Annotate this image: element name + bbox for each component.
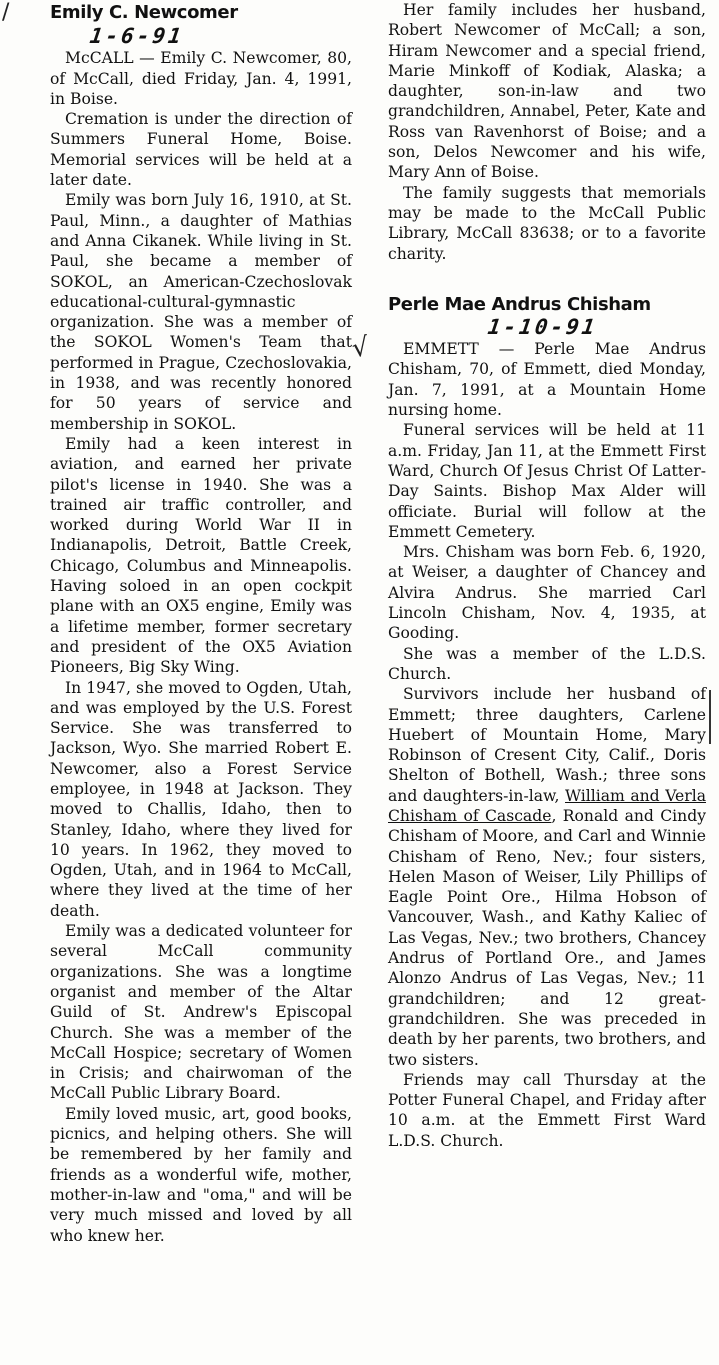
obituary-headline: Emily C. Newcomer	[50, 2, 238, 23]
obituary-paragraph: EMMETT — Perle Mae Andrus Chisham, 70, of Emmett, died Monday, Jan. 7, 1991, at a Mountain Home nursing home.	[388, 340, 706, 420]
obituary-paragraph: Emily loved music, art, good books, picnics, and helping others. She will be remembered by her family and friends as a wonderful wife, mother, mother-in-law and "oma," and will be very much missed and loved by all who knew her.	[50, 1104, 352, 1245]
obituary-paragraph: Emily was a dedicated volunteer for several McCall community organizations. She was a longtime organist and member of the Altar Guild of St. Andrew's Episcopal Church. She was a member of the McCall Hospice; secretary of Women in Crisis; and chairwoman of the McCall Public Library Board.	[50, 922, 352, 1103]
handwritten-tick-mark: /	[2, 0, 10, 25]
obituary-paragraph: Friends may call Thursday at the Potter Funeral Chapel, and Friday after 10 a.m. at the Emmett First Ward L.D.S. Church.	[388, 1070, 706, 1150]
underlined-survivor-names: William and Verla Chisham of Cascade	[388, 786, 706, 825]
handwritten-date: 1-6-91	[88, 24, 186, 48]
obituary-paragraph: Mrs. Chisham was born Feb. 6, 1920, at Weiser, a daughter of Chancey and Alvira Andrus. She married Carl Lincoln Chisham, Nov. 4, 1935, at Gooding.	[388, 543, 706, 643]
handwritten-date: 1-10-91	[486, 314, 600, 339]
right-column	[388, 0, 706, 1151]
obituary-headline: Perle Mae Andrus Chisham	[388, 293, 651, 315]
obituary-paragraph: In 1947, she moved to Ogden, Utah, and was employed by the U.S. Forest Service. She was transferred to Jackson, Wyo. She married Robert E. Newcomer, also a Forest Service employee, in 1948 at Jackson. They moved to Challis, Idaho, then to Stanley, Idaho, where they lived for 10 years. In 1962, they moved to Ogden, Utah, and in 1964 to McCall, where they lived at the time of her death.	[50, 678, 352, 920]
survivors-text-end: , Ronald and Cindy Chisham of Moore, and Carl and Winnie Chisham of Reno, Nev.; four sisters, Helen Mason of Weiser, Lily Phillips of Eagle Point Ore., Hilma Hobson of Vancouver, Wash., and Kathy Kaliec of Las Vegas, Nev.; two brothers, Chancey Andrus of Portland Ore., and James Alonzo Andrus of Las Vegas, Nev.; 11 grandchildren; and 12 great-grandchildren. She was preceded in death by her parents, two brothers, and two sisters.	[388, 806, 707, 1069]
obituary-paragraph: Cremation is under the direction of Summers Funeral Home, Boise. Memorial services will be held at a later date.	[50, 110, 352, 190]
obituary-newcomer	[50, 0, 352, 1246]
obituary-paragraph: McCALL — Emily C. Newcomer, 80, of McCall, died Friday, Jan. 4, 1991, in Boise.	[50, 49, 352, 108]
margin-pen-line	[709, 690, 711, 744]
handwritten-check-mark: √	[349, 331, 371, 365]
obituary-continued-paragraph: The family suggests that memorials may be made to the McCall Public Library, McCall 83638; or to a favorite charity.	[388, 183, 706, 263]
survivors-text-start: Survivors include her husband of Emmett; three daughters, Carlene Huebert of Mountain Home, Mary Robinson of Cresent City, Calif., Doris Shelton of Bothell, Wash.; three sons and daughters-in-law,	[388, 685, 706, 805]
obituary-paragraph: Funeral services will be held at 11 a.m. Friday, Jan 11, at the Emmett First Ward, Church Of Jesus Christ Of Latter-Day Saints. Bishop Max Alder will officiate. Burial will follow at the Emmett Cemetery.	[388, 421, 706, 541]
obituary-paragraph: She was a member of the L.D.S. Church.	[388, 644, 706, 683]
obituary-continued-paragraph: Her family includes her husband, Robert Newcomer of McCall; a son, Hiram Newcomer and a special friend, Marie Minkoff of Kodiak, Alaska; a daughter, son-in-law and two grandchildren, Annabel, Peter, Kate and Ross van Ravenhorst of Boise; and a son, Delos Newcomer and his wife, Mary Ann of Boise.	[388, 1, 706, 182]
survivors-paragraph	[388, 684, 706, 1070]
obituary-paragraph: Emily was born July 16, 1910, at St. Paul, Minn., a daughter of Mathias and Anna Cikanek. While living in St. Paul, she became a member of SOKOL, an American-Czechoslovak educational-cultural-gymnastic organization. She was a member of the SOKOL Women's Team that performed in Prague, Czechoslovakia, in 1938, and was recently honored for 50 years of service and membership in SOKOL.	[50, 191, 352, 433]
obituary-paragraph: Emily had a keen interest in aviation, and earned her private pilot's license in 1940. She was a trained air traffic controller, and worked during World War II in Indianapolis, Detroit, Battle Creek, Chicago, Columbus and Minneapolis. Having soloed in an open cockpit plane with an OX5 engine, Emily was a lifetime member, former secretary and president of the OX5 Aviation Pioneers, Big Sky Wing.	[50, 434, 352, 677]
